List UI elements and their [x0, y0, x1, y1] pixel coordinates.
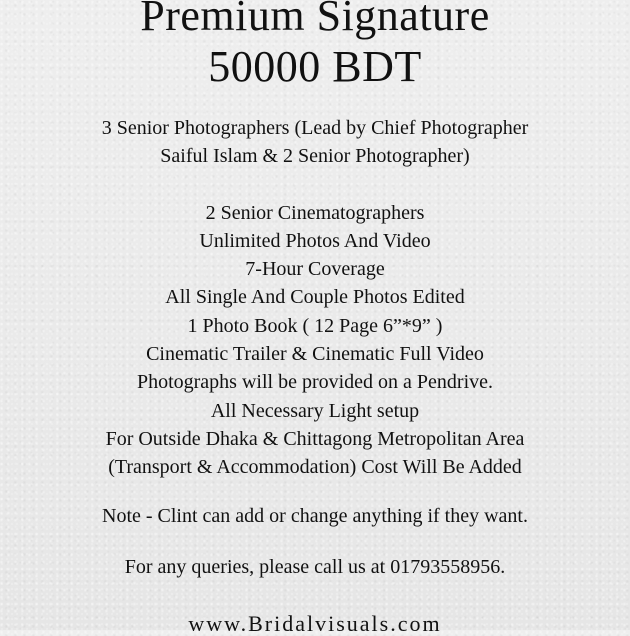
photographers-line-1: 3 Senior Photographers (Lead by Chief Photographer [101, 117, 529, 139]
feature-item: For Outside Dhaka & Chittagong Metropolitan Area [105, 428, 525, 450]
note-text: Note - Clint can add or change anything if they want. [102, 505, 528, 527]
feature-item: (Transport & Accommodation) Cost Will Be Added [108, 456, 522, 478]
feature-item: Unlimited Photos And Video [199, 230, 431, 252]
website-link[interactable]: www.Bridalvisuals.com [188, 611, 442, 636]
feature-item: Photographs will be provided on a Pendrive. [136, 371, 494, 393]
feature-item: All Single And Couple Photos Edited [165, 286, 465, 308]
feature-item: 2 Senior Cinematographers [205, 202, 425, 224]
feature-item: 1 Photo Book ( 12 Page 6”*9” ) [187, 315, 443, 337]
contact-text: For any queries, please call us at 01793558956. [124, 556, 506, 578]
package-price: 50000 BDT [208, 42, 422, 91]
feature-item: 7-Hour Coverage [245, 258, 385, 280]
photographers-line-2: Saiful Islam & 2 Senior Photographer) [160, 145, 470, 167]
feature-item: Cinematic Trailer & Cinematic Full Video [146, 343, 484, 365]
feature-item: All Necessary Light setup [210, 400, 420, 422]
package-name: Premium Signature [140, 0, 490, 40]
